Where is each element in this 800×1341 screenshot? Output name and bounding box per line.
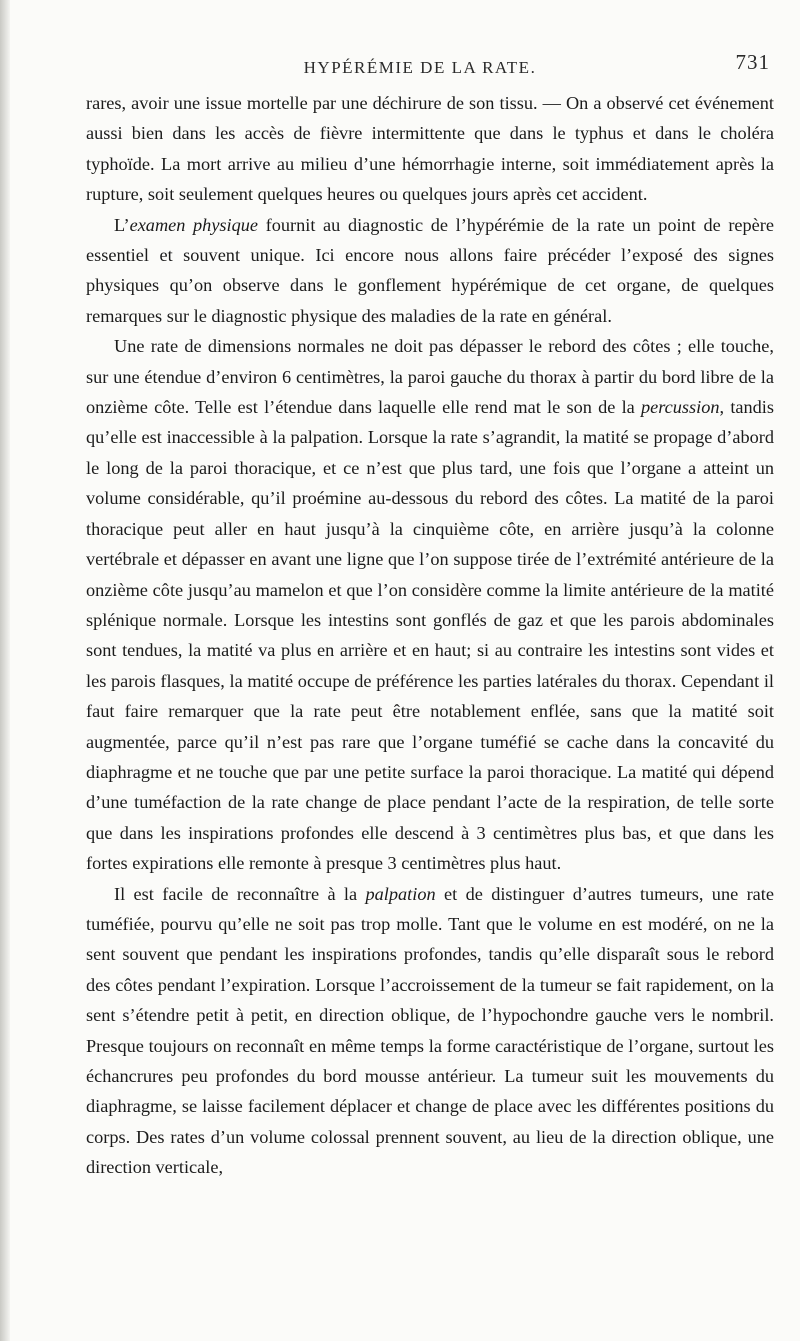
paragraph-text: Il est facile de reconnaître à la xyxy=(114,883,366,904)
running-title: HYPÉRÉMIE DE LA RATE. xyxy=(303,58,537,77)
paragraph-text: Une rate de dimensions normales ne doit pas dépasser le rebord des côtes ; elle touche, sur une étendue d’environ 6 centimètres, la paroi gauche du thorax à partir du bord libre de la onzième côte. Telle est l’étendue dans laquelle elle rend mat le son de la xyxy=(86,336,774,418)
page-header xyxy=(70,50,770,82)
paragraph-text: , tandis qu’elle est inaccessible à la palpation. Lorsque la rate s’agrandit, la matité se propage d’abord le long de la paroi thoracique, et ce n’est que plus tard, une fois que l’organe a atteint un volume considérable, qu’il proémine au-dessous du rebord des côtes. La matité de la paroi thoracique peut aller en haut jusqu’à la cinquième côte, en arrière jusqu’à la colonne vertébrale et dépasser en avant une ligne que l’on suppose tirée de l’extrémité antérieure de la onzième côte jusqu’au mamelon et que l’on considère comme la limite antérieure de la matité splénique normale. Lorsque les intestins sont gonflés de gaz et que les parois abdominales sont tendues, la matité va plus en arrière et en haut; si au contraire les intestins sont vides et les parois flasques, la matité occupe de préférence les parties latérales du thorax. Cependant il faut faire remarquer que la rate peut être notablement enflée, sans que la matité soit augmentée, parce qu’il n’est pas rare que l’organe tuméfié se cache dans la concavité du diaphragme et ne touche que par une petite surface la paroi thoracique. La matité qui dépend d’une tuméfaction de la rate change de place pendant l’acte de la respiration, de telle sorte que dans les inspirations profondes elle descend à 3 centimètres plus bas, et que dans les fortes expirations elle remonte à presque 3 centimètres plus haut. xyxy=(86,397,774,874)
paragraph-percussion xyxy=(86,331,774,878)
paragraph-palpation xyxy=(86,879,774,1183)
paragraph-continuation: rares, avoir une issue mortelle par une déchirure de son tissu. — On a observé cet événement aussi bien dans les accès de fièvre intermittente que dans le typhus et dans le choléra typhoïde. La mort arrive au milieu d’une hémorrhagie interne, soit immédiatement après la rupture, soit seulement quelques heures ou quelques jours après cet accident. xyxy=(86,93,774,205)
body-text xyxy=(86,88,774,1183)
paragraph-examen-physique xyxy=(86,210,774,332)
emphasis-percussion: percussion xyxy=(640,397,720,418)
paragraph-text: L’ xyxy=(114,214,130,235)
binding-shadow xyxy=(0,0,10,1341)
emphasis-examen-physique: examen physique xyxy=(129,214,259,235)
paragraph-text: fournit au diagnostic de l’hypérémie de la rate un point de repère essentiel et souvent unique. Ici encore nous allons faire précéder l’exposé des signes physiques qu’on observe dans le gonflement hypérémique de cet organe, de quelques remarques sur le diagnostic physique des maladies de la rate en général. xyxy=(86,214,774,326)
page-number: 731 xyxy=(735,50,770,74)
paragraph-text: et de distinguer d’autres tumeurs, une rate tuméfiée, pourvu qu’elle ne soit pas trop molle. Tant que le volume en est modéré, on ne la sent souvent que pendant les inspirations profondes, tandis qu’elle disparaît sous le rebord des côtes pendant l’expiration. Lorsque l’accroissement de la tumeur se fait rapidement, on la sent s’étendre petit à petit, en direction oblique, de l’hypochondre gauche vers le nombril. Presque toujours on reconnaît en même temps la forme caractéristique de l’organe, surtout les échancrures peu profondes du bord mousse antérieur. La tumeur suit les mouvements du diaphragme, se laisse facilement déplacer et change de place avec les différentes positions du corps. Des rates d’un volume colossal prennent souvent, au lieu de la direction oblique, une direction verticale, xyxy=(86,883,774,1178)
emphasis-palpation: palpation xyxy=(365,883,436,904)
